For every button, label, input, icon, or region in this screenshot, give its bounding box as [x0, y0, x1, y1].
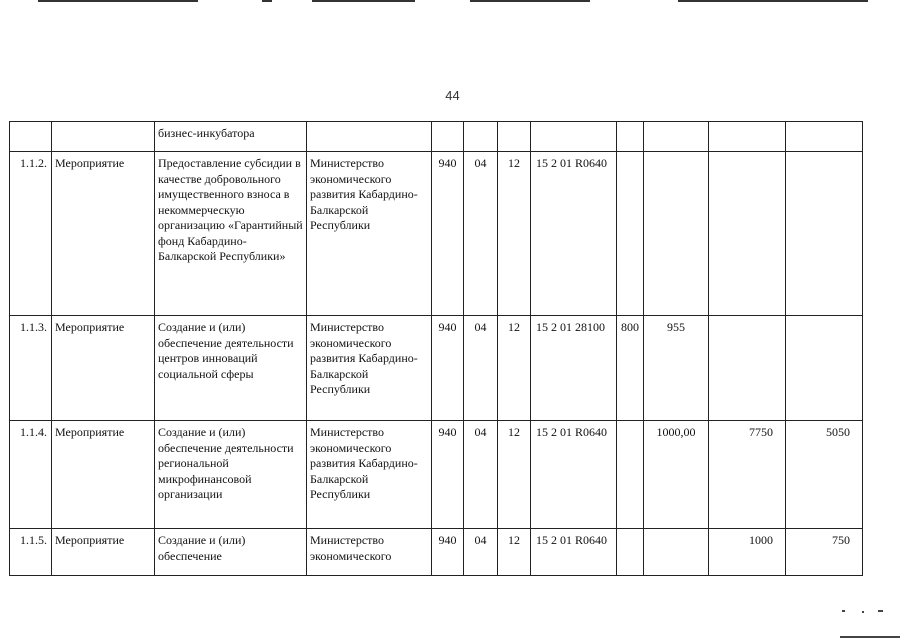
row-rz: 04 [464, 152, 498, 316]
row-value-3: 750 [786, 529, 863, 576]
row-csr: 15 2 01 R0640 [531, 421, 617, 529]
row-csr: 15 2 01 R0640 [531, 529, 617, 576]
row-value-2: 7750 [709, 421, 786, 529]
row-vr [617, 421, 644, 529]
row-grbs: 940 [432, 316, 464, 421]
row-vr [617, 152, 644, 316]
row-vr [617, 122, 644, 152]
table-row [10, 529, 863, 576]
row-description: Предоставление субсидии в качестве добровольного имущественного взноса в некоммерческую организацию «Гарантийный фонд Кабардино-Балкарской Республики» [155, 152, 307, 316]
row-value-3 [786, 316, 863, 421]
row-value-1 [644, 529, 709, 576]
row-description: Создание и (или) обеспечение деятельности центров инноваций социальной сферы [155, 316, 307, 421]
row-csr: 15 2 01 R0640 [531, 152, 617, 316]
row-value-3 [786, 152, 863, 316]
row-description: бизнес-инкубатора [155, 122, 307, 152]
table-row [10, 316, 863, 421]
row-executor: Министерство экономического [307, 529, 432, 576]
page-number: 44 [445, 88, 460, 103]
row-executor: Министерство экономического развития Кабардино-Балкарской Республики [307, 421, 432, 529]
scan-line-5 [678, 0, 868, 2]
row-vr: 800 [617, 316, 644, 421]
row-pr: 12 [498, 421, 531, 529]
row-rz: 04 [464, 421, 498, 529]
row-number [10, 122, 52, 152]
row-number: 1.1.3. [10, 316, 52, 421]
row-rz: 04 [464, 316, 498, 421]
row-grbs: 940 [432, 421, 464, 529]
row-description: Создание и (или) обеспечение деятельности региональной микрофинансовой организации [155, 421, 307, 529]
scan-line-4 [470, 0, 590, 2]
scan-speck-2 [862, 611, 864, 613]
row-value-1 [644, 152, 709, 316]
row-value-2 [709, 152, 786, 316]
row-value-2 [709, 316, 786, 421]
row-executor: Министерство экономического развития Кабардино-Балкарской Республики [307, 152, 432, 316]
row-number: 1.1.5. [10, 529, 52, 576]
table-body [10, 122, 863, 576]
table-row [10, 152, 863, 316]
row-value-2 [709, 122, 786, 152]
scan-speck-3 [878, 610, 883, 612]
row-csr: 15 2 01 28100 [531, 316, 617, 421]
row-grbs [432, 122, 464, 152]
row-type [52, 122, 155, 152]
row-pr: 12 [498, 152, 531, 316]
row-csr [531, 122, 617, 152]
row-type: Мероприятие [52, 152, 155, 316]
table-row [10, 122, 863, 152]
row-vr [617, 529, 644, 576]
row-executor [307, 122, 432, 152]
scan-speck-1 [842, 610, 845, 612]
row-value-3 [786, 122, 863, 152]
row-type: Мероприятие [52, 529, 155, 576]
row-rz: 04 [464, 529, 498, 576]
row-value-3: 5050 [786, 421, 863, 529]
row-pr: 12 [498, 316, 531, 421]
row-value-1: 955 [644, 316, 709, 421]
row-grbs: 940 [432, 152, 464, 316]
row-value-1: 1000,00 [644, 421, 709, 529]
row-value-1 [644, 122, 709, 152]
scan-line-2 [262, 0, 272, 2]
table-row [10, 421, 863, 529]
scan-line-3 [312, 0, 415, 2]
row-pr: 12 [498, 529, 531, 576]
row-pr [498, 122, 531, 152]
row-executor: Министерство экономического развития Кабардино-Балкарской Республики [307, 316, 432, 421]
row-number: 1.1.2. [10, 152, 52, 316]
row-type: Мероприятие [52, 421, 155, 529]
scan-speck-4 [840, 636, 900, 638]
scan-line-1 [38, 0, 198, 2]
row-value-2: 1000 [709, 529, 786, 576]
row-rz [464, 122, 498, 152]
row-type: Мероприятие [52, 316, 155, 421]
row-grbs: 940 [432, 529, 464, 576]
budget-table [9, 121, 863, 576]
row-description: Создание и (или) обеспечение [155, 529, 307, 576]
row-number: 1.1.4. [10, 421, 52, 529]
